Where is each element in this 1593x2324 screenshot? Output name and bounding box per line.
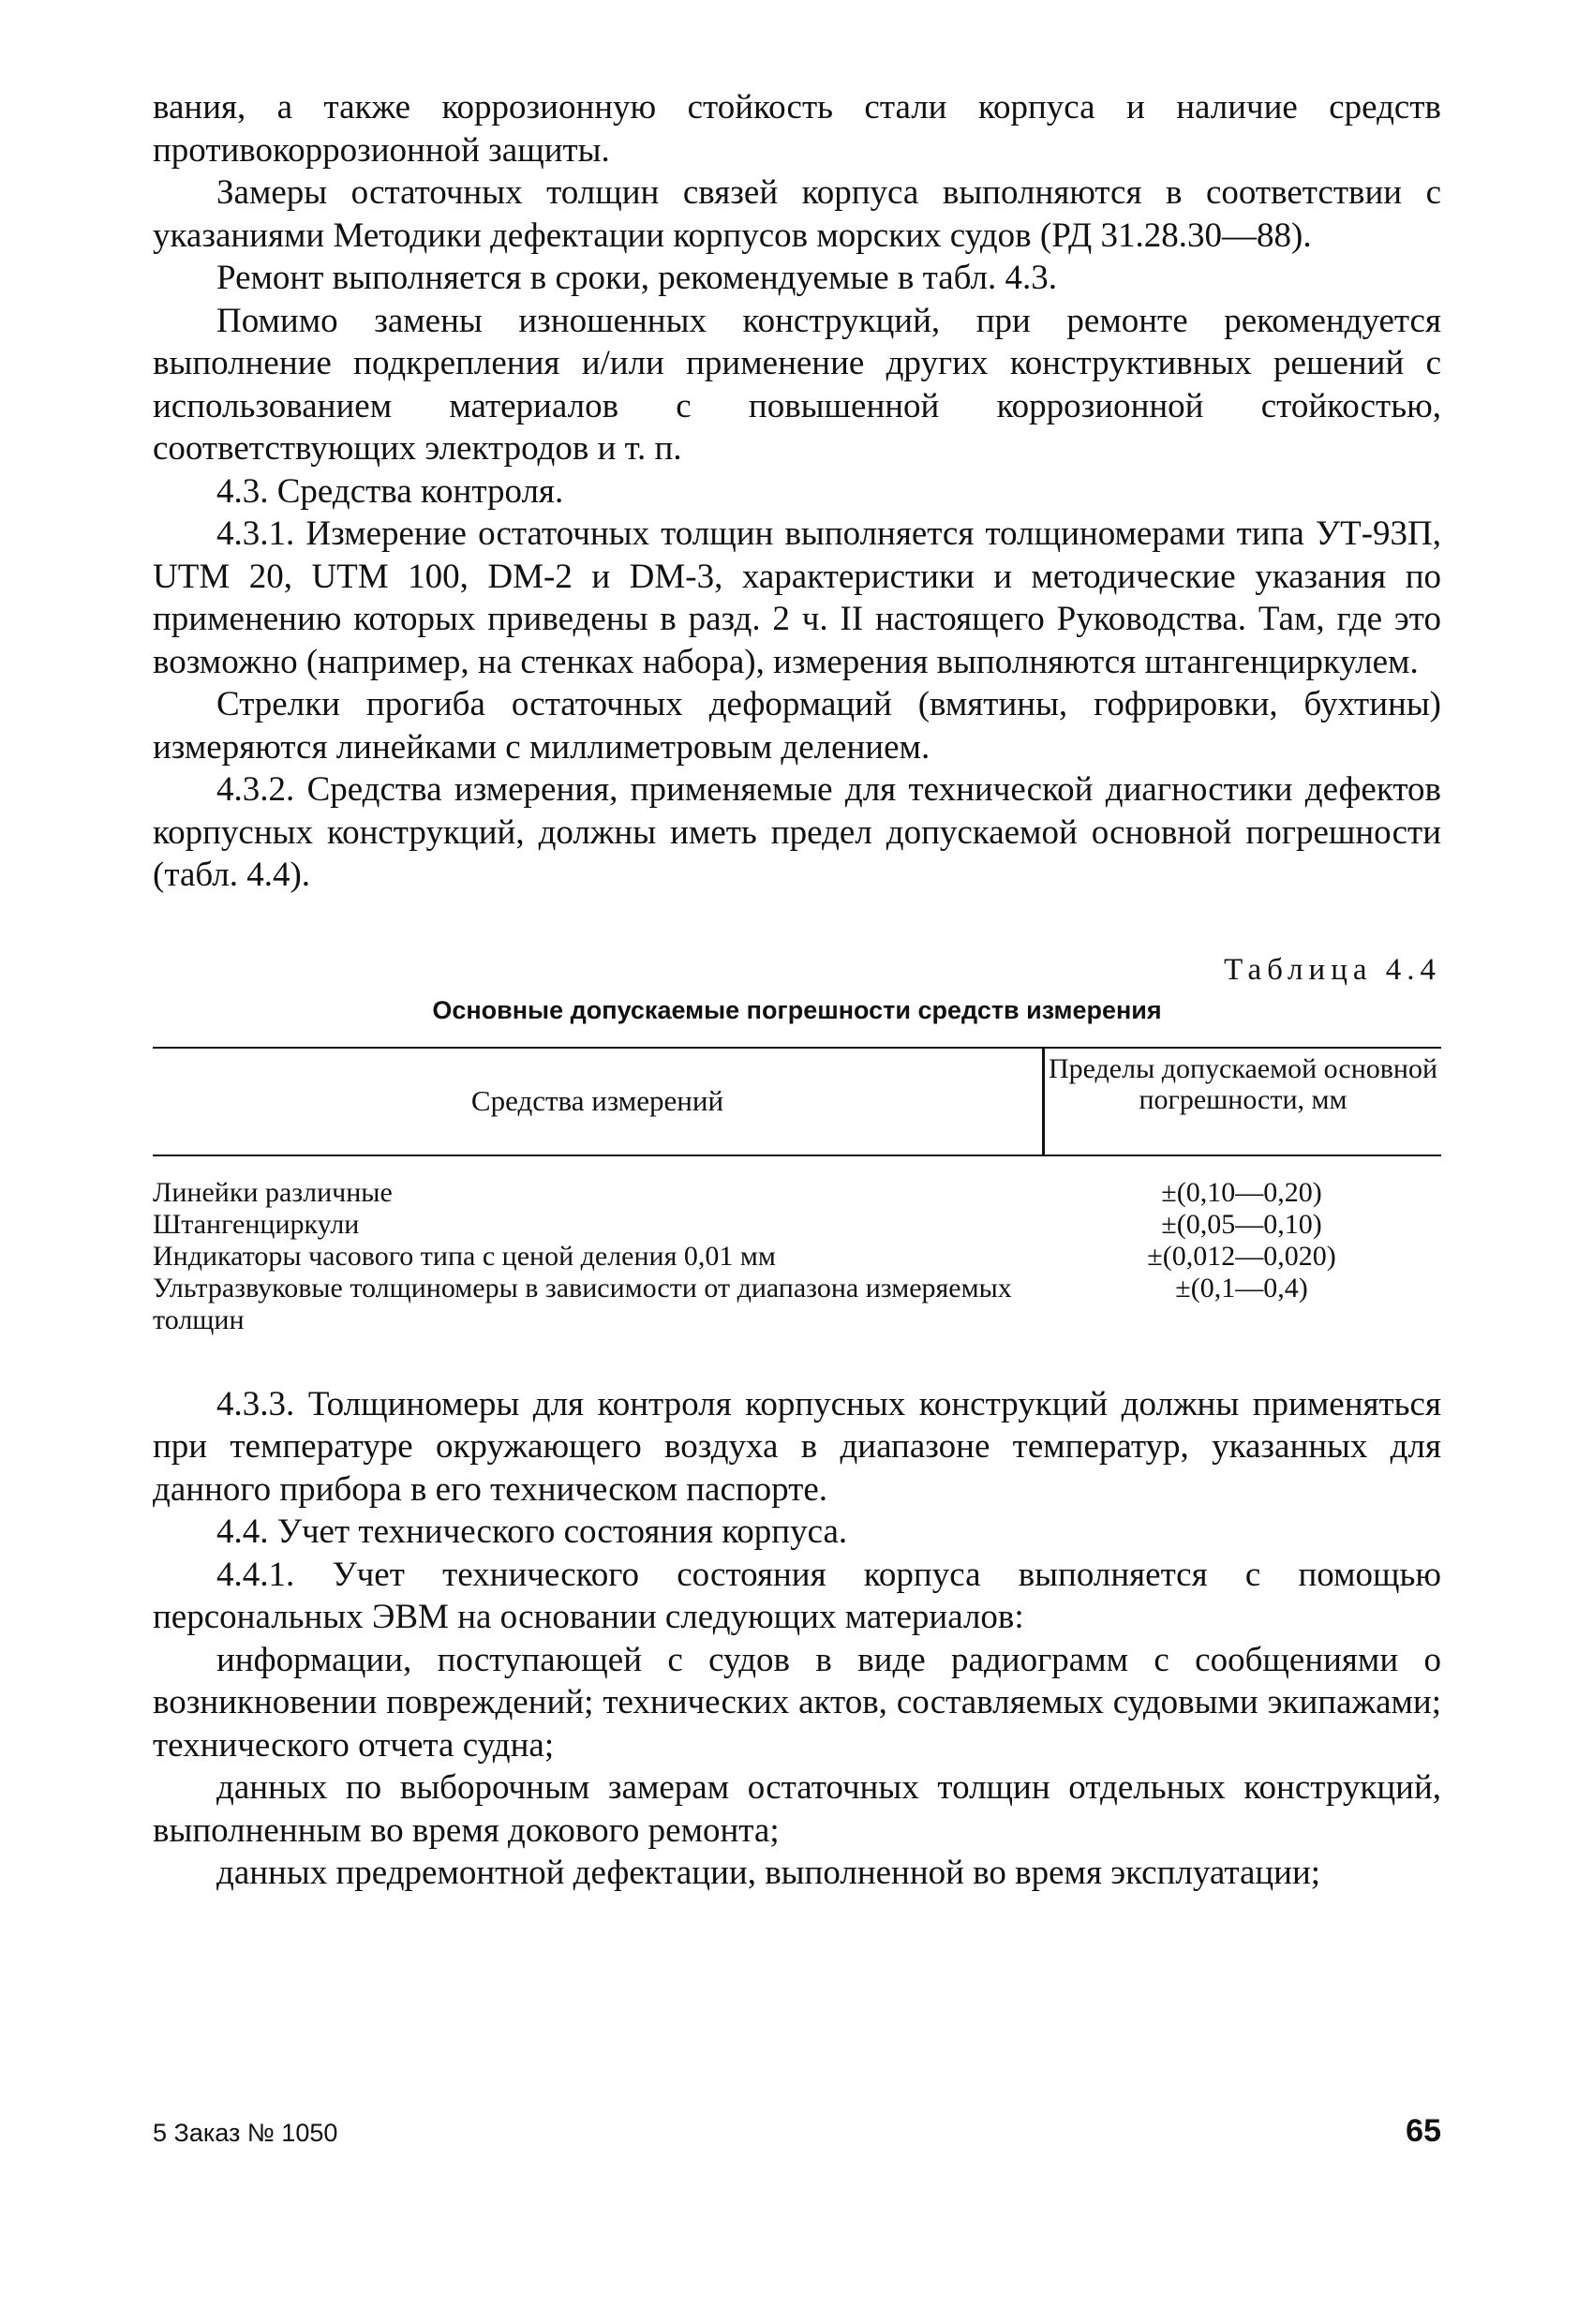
table-header (153, 1047, 1441, 1156)
page-content (153, 86, 1441, 1895)
table-cell-instrument: Индикаторы часового типа с ценой деления 0,01 мм (153, 1240, 776, 1272)
section-heading-4-4: 4.4. Учет технического состояния корпуса. (216, 1512, 848, 1551)
table-cell-instrument: Линейки различные (153, 1176, 393, 1208)
list-item-dock-measurements: данных по выборочным замерам остаточных толщин отдельных конструкций, выполненным во время докового ремонта; (153, 1768, 1441, 1850)
header-col-error-limits: Пределы допускаемой основной погрешности, мм (1048, 1052, 1438, 1115)
paragraph-4-3-2: 4.3.2. Средства измерения, применяемые для технической диагностики дефектов корпусных конструкций, должны иметь предел допускаемой основной погрешности (табл. 4.4). (153, 770, 1441, 894)
table-cell-error: ±(0,05—0,10) (1161, 1208, 1322, 1240)
table-cell-instrument: Штангенциркули (153, 1208, 360, 1240)
table-row (153, 1241, 1441, 1273)
table-cell-error: ±(0,1—0,4) (1175, 1272, 1308, 1304)
table-number: Таблица 4.4 (1224, 952, 1441, 987)
paragraph-repair-terms: Ремонт выполняется в сроки, рекомендуемые в табл. 4.3. (216, 259, 1058, 297)
list-item-information: информации, поступающей с судов в виде радиограмм с сообщениями о возникновении повреждений; технических актов, составляемых судовыми экипажами; технического отчета судна; (153, 1640, 1441, 1765)
table-cell-instrument: Ультразвуковые толщиномеры в зависимости от диапазона измеряемых толщин (153, 1272, 1012, 1335)
paragraph-reinforcement: Помимо замены изношенных конструкций, при ремонте рекомендуется выполнение подкрепления и/или применение других конструктивных решений с использованием материалов с повышенной коррозионной стойкостью, соответствующих электродов и т. п. (153, 301, 1441, 468)
text-after-table (153, 1383, 1441, 1895)
table-row (153, 1273, 1441, 1336)
table-caption: Основные допускаемые погрешности средств измерения (432, 995, 1162, 1024)
table-4-4 (153, 951, 1441, 1336)
paragraph-4-4-1: 4.4.1. Учет технического состояния корпуса выполняется с помощью персональных ЭВМ на основании следующих материалов: (153, 1555, 1441, 1636)
page-footer (153, 2113, 1441, 2150)
paragraph-continuation: вания, а также коррозионную стойкость стали корпуса и наличие средств противокоррозионной защиты. (153, 88, 1441, 170)
paragraph-thickness-measurements: Замеры остаточных толщин связей корпуса выполняются в соответствии с указаниями Методики дефектации корпусов морских судов (РД 31.28.30—88). (153, 173, 1441, 255)
paragraph-4-3-3: 4.3.3. Толщиномеры для контроля корпусных конструкций должны применяться при температуре окружающего воздуха в диапазоне температур, указанных для данного прибора в его техническом паспорте. (153, 1384, 1441, 1509)
table-body (153, 1177, 1441, 1336)
table-cell-error: ±(0,012—0,020) (1147, 1240, 1336, 1272)
page-number: 65 (1406, 2113, 1441, 2149)
table-row (153, 1209, 1441, 1241)
paragraph-4-3-1: 4.3.1. Измерение остаточных толщин выполняется толщиномерами типа УТ-93П, UTM 20, UTM 100, DM-2 и DM-3, характеристики и методические указания по применению которых приведены в разд. 2 ч. II настоящего Руководства. Там, где это возможно (например, на стенках набора), измерения выполняются штангенциркулем. (153, 514, 1441, 681)
order-note: 5 Заказ № 1050 (153, 2119, 338, 2147)
header-col-instruments: Средства измерений (153, 1049, 1045, 1155)
paragraph-deformations: Стрелки прогиба остаточных деформаций (вмятины, гофрировки, бухтины) измеряются линейками с миллиметровым делением. (153, 685, 1441, 767)
section-heading-4-3: 4.3. Средства контроля. (216, 471, 564, 511)
table-row (153, 1177, 1441, 1209)
list-item-pre-repair-defects: данных предремонтной дефектации, выполненной во время эксплуатации; (216, 1854, 1321, 1892)
table-cell-error: ±(0,10—0,20) (1161, 1176, 1322, 1208)
